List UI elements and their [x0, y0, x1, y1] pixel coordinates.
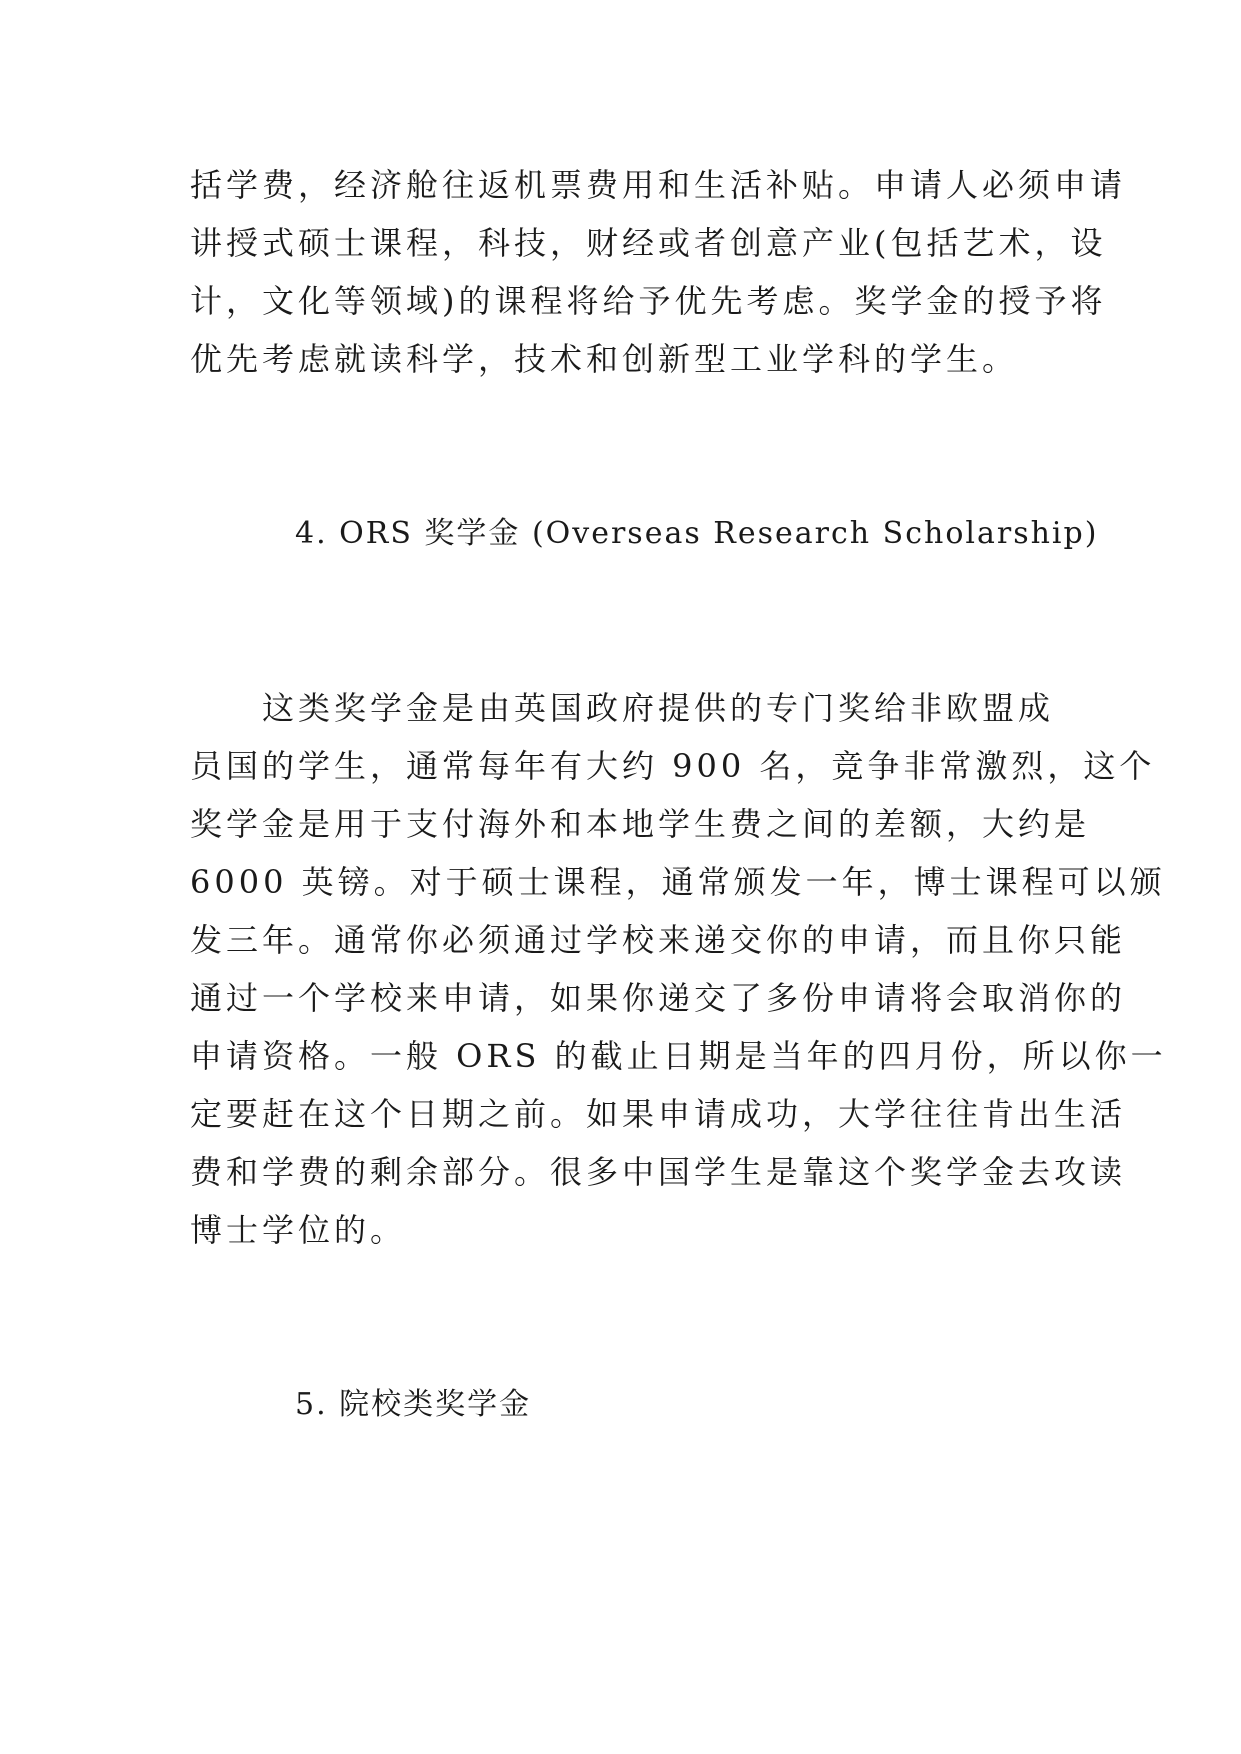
paragraph-line: 通过一个学校来申请，如果你递交了多份申请将会取消你的: [190, 979, 1127, 1017]
paragraph-line: 讲授式硕士课程，科技，财经或者创意产业(包括艺术，设: [190, 224, 1107, 262]
paragraph-line: 博士学位的。: [190, 1211, 407, 1249]
paragraph-line: 发三年。通常你必须通过学校来递交你的申请，而且你只能: [190, 921, 1127, 959]
paragraph-line: 6000 英镑。对于硕士课程，通常颁发一年，博士课程可以颁: [190, 863, 1166, 901]
paragraph-line: 员国的学生，通常每年有大约 900 名，竞争非常激烈，这个: [190, 747, 1156, 785]
paragraph-line: 奖学金是用于支付海外和本地学生费之间的差额，大约是: [190, 805, 1091, 843]
section-heading-institutional: 5. 院校类奖学金: [295, 1387, 532, 1422]
paragraph-line: 定要赶在这个日期之前。如果申请成功，大学往往肯出生活: [190, 1095, 1127, 1133]
paragraph-line: 申请资格。一般 ORS 的截止日期是当年的四月份，所以你一: [190, 1037, 1167, 1075]
section-heading-ors: 4. ORS 奖学金 (Overseas Research Scholarship): [295, 516, 1099, 551]
paragraph-line: 括学费，经济舱往返机票费用和生活补贴。申请人必须申请: [190, 166, 1127, 204]
paragraph-line: 费和学费的剩余部分。很多中国学生是靠这个奖学金去攻读: [190, 1153, 1127, 1191]
paragraph-line: 计，文化等领域)的课程将给予优先考虑。奖学金的授予将: [190, 282, 1107, 320]
paragraph-line: 这类奖学金是由英国政府提供的专门奖给非欧盟成: [190, 689, 1055, 727]
paragraph-line: 优先考虑就读科学，技术和创新型工业学科的学生。: [190, 340, 1019, 378]
